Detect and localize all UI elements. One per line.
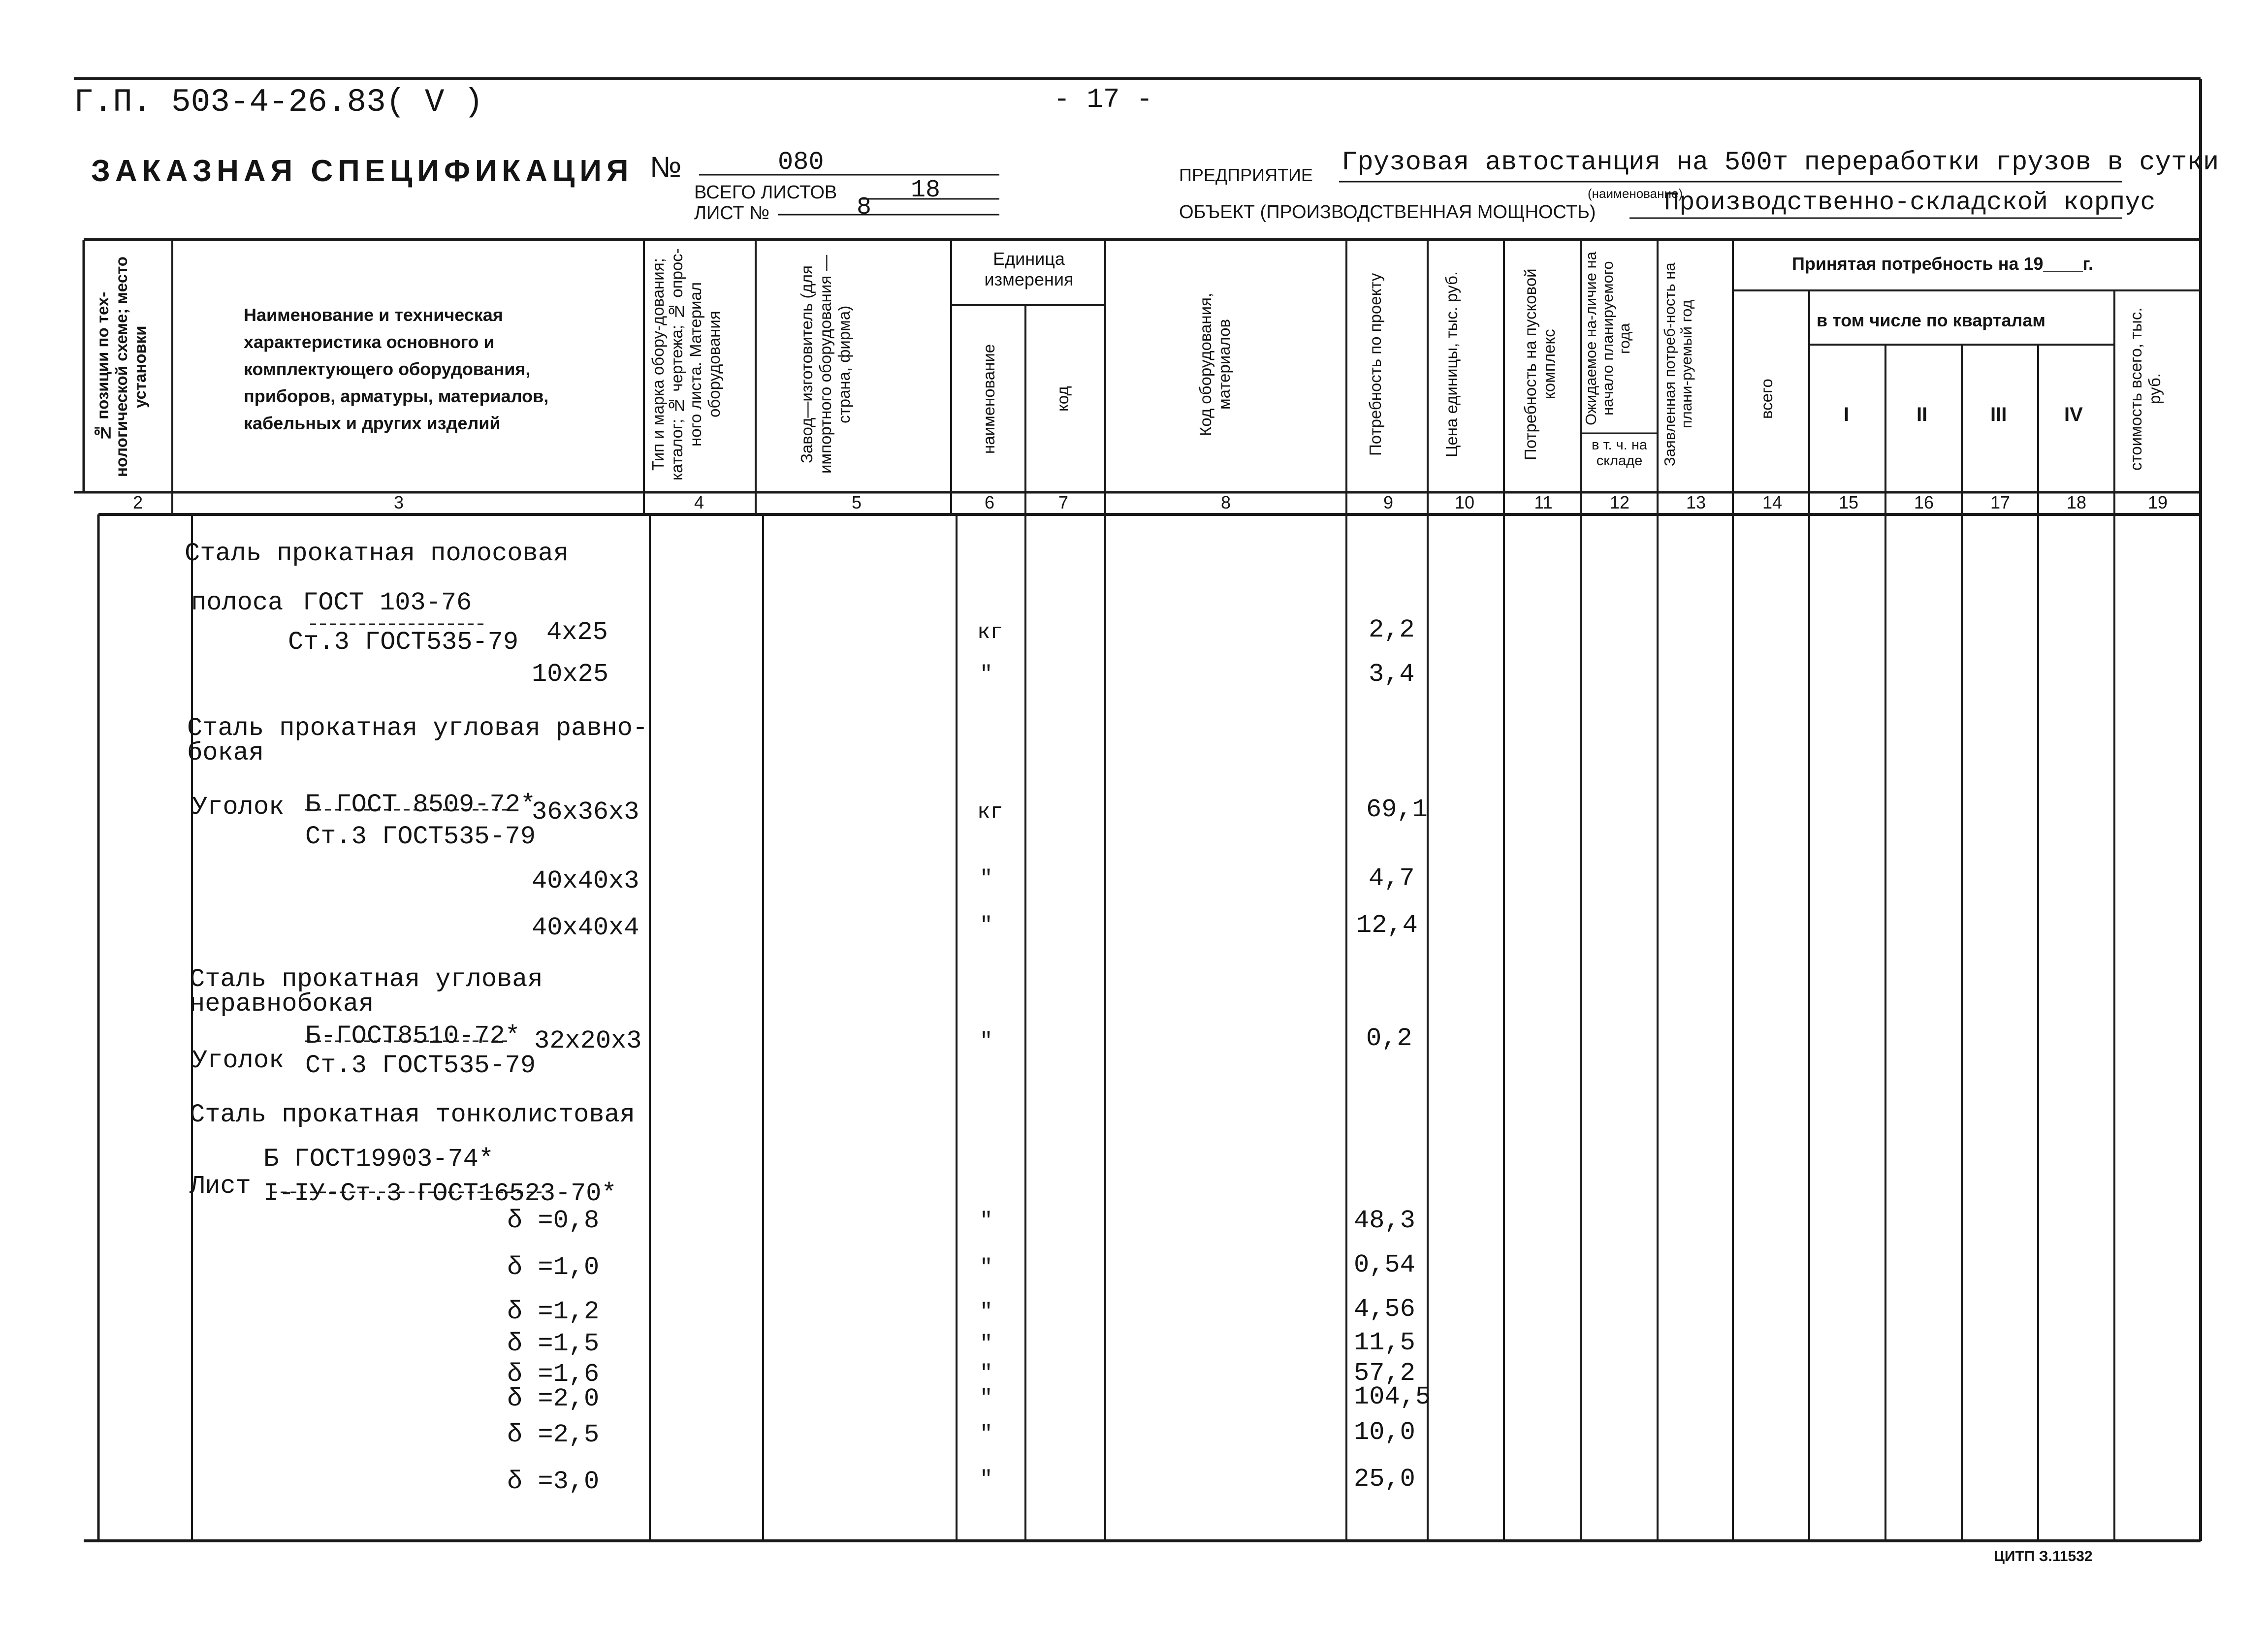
group-title: Сталь прокатная тонколистовая (190, 1100, 635, 1129)
header-type: Тип и марка обору-дования; каталог; № чертежа; № опрос-ного листа. Материал оборудования (649, 248, 723, 480)
column-number: 6 (984, 492, 995, 512)
item-unit: " (980, 662, 993, 687)
page-number: - 17 - (1054, 84, 1153, 115)
item-size: δ =1,5 (507, 1329, 600, 1358)
sheet-label: ЛИСТ № (694, 203, 769, 223)
document-code: Г.П. 503-4-26.83( V ) (74, 84, 483, 121)
header-unit-group: Единица измерения (984, 249, 1074, 289)
column-number: 13 (1686, 492, 1706, 512)
object-label: ОБЪЕКТ (ПРОИЗВОДСТВЕННАЯ МОЩНОСТЬ) (1179, 202, 1596, 223)
item-quantity: 12,4 (1356, 911, 1418, 940)
footer-stamp: ЦИТП З.11532 (1994, 1548, 2093, 1564)
item-unit: " (980, 1332, 993, 1356)
item-size: 36x36x3 (532, 798, 639, 827)
item-size: 40x40x4 (532, 913, 639, 942)
item-quantity: 57,2 (1354, 1359, 1415, 1388)
form-title: ЗАКАЗНАЯ СПЕЦИФИКАЦИЯ (91, 154, 634, 188)
item-standard: Ст.3 ГОСТ535-79 (288, 628, 519, 657)
header-quarters: в том числе по кварталам (1817, 310, 2046, 330)
header-total: всего (1757, 379, 1776, 419)
group-title: неравнобокая (190, 990, 374, 1019)
item-name: Лист (190, 1172, 251, 1201)
group-title: Сталь прокатная угловая (190, 965, 543, 994)
column-number: 12 (1609, 492, 1630, 512)
enterprise-value: Грузовая автостанция на 500т переработки грузов в сутки (1342, 148, 2219, 178)
item-size: δ =2,0 (507, 1384, 600, 1413)
header-in-stock: в т. ч. на складе (1591, 437, 1647, 469)
column-number: 15 (1838, 492, 1859, 512)
item-quantity: 10,0 (1354, 1418, 1415, 1447)
item-quantity: 0,2 (1366, 1024, 1412, 1053)
item-name: полоса (191, 588, 284, 617)
item-size: δ =3,0 (507, 1467, 600, 1496)
item-size: δ =1,6 (507, 1360, 600, 1389)
column-number: 19 (2147, 492, 2168, 512)
header-unit-code: код (1054, 386, 1072, 412)
item-quantity: 0,54 (1354, 1250, 1415, 1279)
group-title: бокая (187, 738, 264, 767)
item-quantity: 4,56 (1354, 1295, 1415, 1324)
header-expected-stock: Ожидаемое на-личие на начало планируемого года (1582, 252, 1633, 425)
item-size: δ =1,0 (507, 1253, 600, 1282)
item-unit: " (980, 1209, 993, 1233)
header-accepted-need: Принятая потребность на 19____г. (1792, 254, 2093, 274)
column-number: 5 (851, 492, 862, 512)
item-standard: I-IУ-Ст.3 ГОСТ16523-70* (263, 1179, 617, 1208)
item-quantity: 11,5 (1354, 1328, 1415, 1357)
group-title: Сталь прокатная полосовая (185, 539, 569, 568)
header-unit-name: наименование (980, 344, 998, 454)
header-q2: II (1917, 404, 1928, 425)
header-q3: III (1990, 404, 2007, 425)
column-number: 3 (393, 492, 404, 512)
column-number: 17 (1990, 492, 2011, 512)
header-q1: I (1844, 404, 1850, 425)
total-sheets-value: 18 (911, 176, 941, 204)
column-number: 9 (1383, 492, 1394, 512)
item-size: δ =1,2 (507, 1297, 600, 1326)
item-standard: Ст.3 ГОСТ535-79 (305, 822, 536, 851)
item-unit: " (980, 1029, 993, 1053)
item-size: 32x20x3 (534, 1026, 642, 1055)
item-unit: кг (977, 800, 1003, 825)
sheet-value: 8 (857, 193, 872, 222)
header-position: № позиции по тех-нологической схеме; место установки (94, 256, 149, 477)
item-unit: " (980, 866, 993, 891)
item-standard: Б ГОСТ19903-74* (263, 1145, 494, 1174)
item-unit: " (980, 1300, 993, 1324)
item-unit: " (980, 1386, 993, 1410)
item-standard: Ст.3 ГОСТ535-79 (305, 1051, 536, 1080)
item-quantity: 4,7 (1369, 864, 1415, 893)
header-declared-need: Заявленная потреб-ность на плани-руемый год (1661, 262, 1695, 466)
item-unit: " (980, 1361, 993, 1386)
header-startup-need: Потребность на пусковой комплекс (1521, 268, 1558, 460)
item-quantity: 69,1 (1366, 795, 1428, 824)
item-unit: кг (977, 620, 1003, 645)
item-quantity: 3,4 (1369, 660, 1415, 689)
column-number: 16 (1914, 492, 1934, 512)
total-sheets-label: ВСЕГО ЛИСТОВ (694, 182, 837, 203)
item-name: Уголок (192, 793, 285, 822)
column-number: 4 (694, 492, 704, 512)
column-number: 11 (1534, 492, 1553, 512)
item-size: δ =2,5 (507, 1420, 600, 1449)
header-q4: IV (2064, 404, 2083, 425)
group-title: Сталь прокатная угловая равно- (187, 714, 648, 743)
item-quantity: 2,2 (1369, 615, 1415, 644)
item-size: 4x25 (546, 618, 608, 647)
header-manufacturer: Завод—изготовитель (для импортного оборудования —страна, фирма) (798, 255, 853, 474)
item-quantity: 104,5 (1354, 1382, 1431, 1411)
object-small-label: (наименование) (1588, 186, 1683, 201)
column-number: 18 (2066, 492, 2087, 512)
item-unit: " (980, 1422, 993, 1446)
item-name: Уголок (192, 1046, 285, 1075)
item-size: 10x25 (532, 660, 609, 689)
enterprise-label: ПРЕДПРИЯТИЕ (1179, 165, 1313, 185)
item-size: 40x40x3 (532, 866, 639, 895)
item-unit: " (980, 913, 993, 938)
header-cost: стоимость всего, тыс. руб. (2127, 307, 2164, 471)
specification-number: 080 (778, 148, 824, 177)
item-quantity: 25,0 (1354, 1465, 1415, 1494)
header-project-need: Потребность по проекту (1366, 273, 1384, 456)
column-number: 10 (1454, 492, 1475, 512)
header-unit-price: Цена единицы, тыс. руб. (1442, 271, 1461, 458)
column-number: 2 (132, 492, 143, 512)
item-standard: ГОСТ 103-76 (303, 588, 472, 617)
column-number: 14 (1762, 492, 1783, 512)
column-number: 7 (1058, 492, 1069, 512)
header-material-code: Код оборудования, материалов (1196, 292, 1233, 436)
column-number: 8 (1220, 492, 1231, 512)
number-label: № (650, 151, 682, 184)
object-value: Производственно-складской корпус (1664, 188, 2156, 217)
header-name: Наименование и техническая характеристика основного и комплектующего оборудования, приборов, арматуры, материалов, кабельных и других изделий (244, 305, 549, 433)
item-standard: Б ГОСТ 8509-72* (305, 790, 536, 819)
item-standard: Б-ГОСТ8510-72* (305, 1021, 520, 1051)
item-unit: " (980, 1255, 993, 1280)
item-unit: " (980, 1467, 993, 1492)
item-quantity: 48,3 (1354, 1206, 1415, 1235)
item-size: δ =0,8 (507, 1206, 600, 1235)
